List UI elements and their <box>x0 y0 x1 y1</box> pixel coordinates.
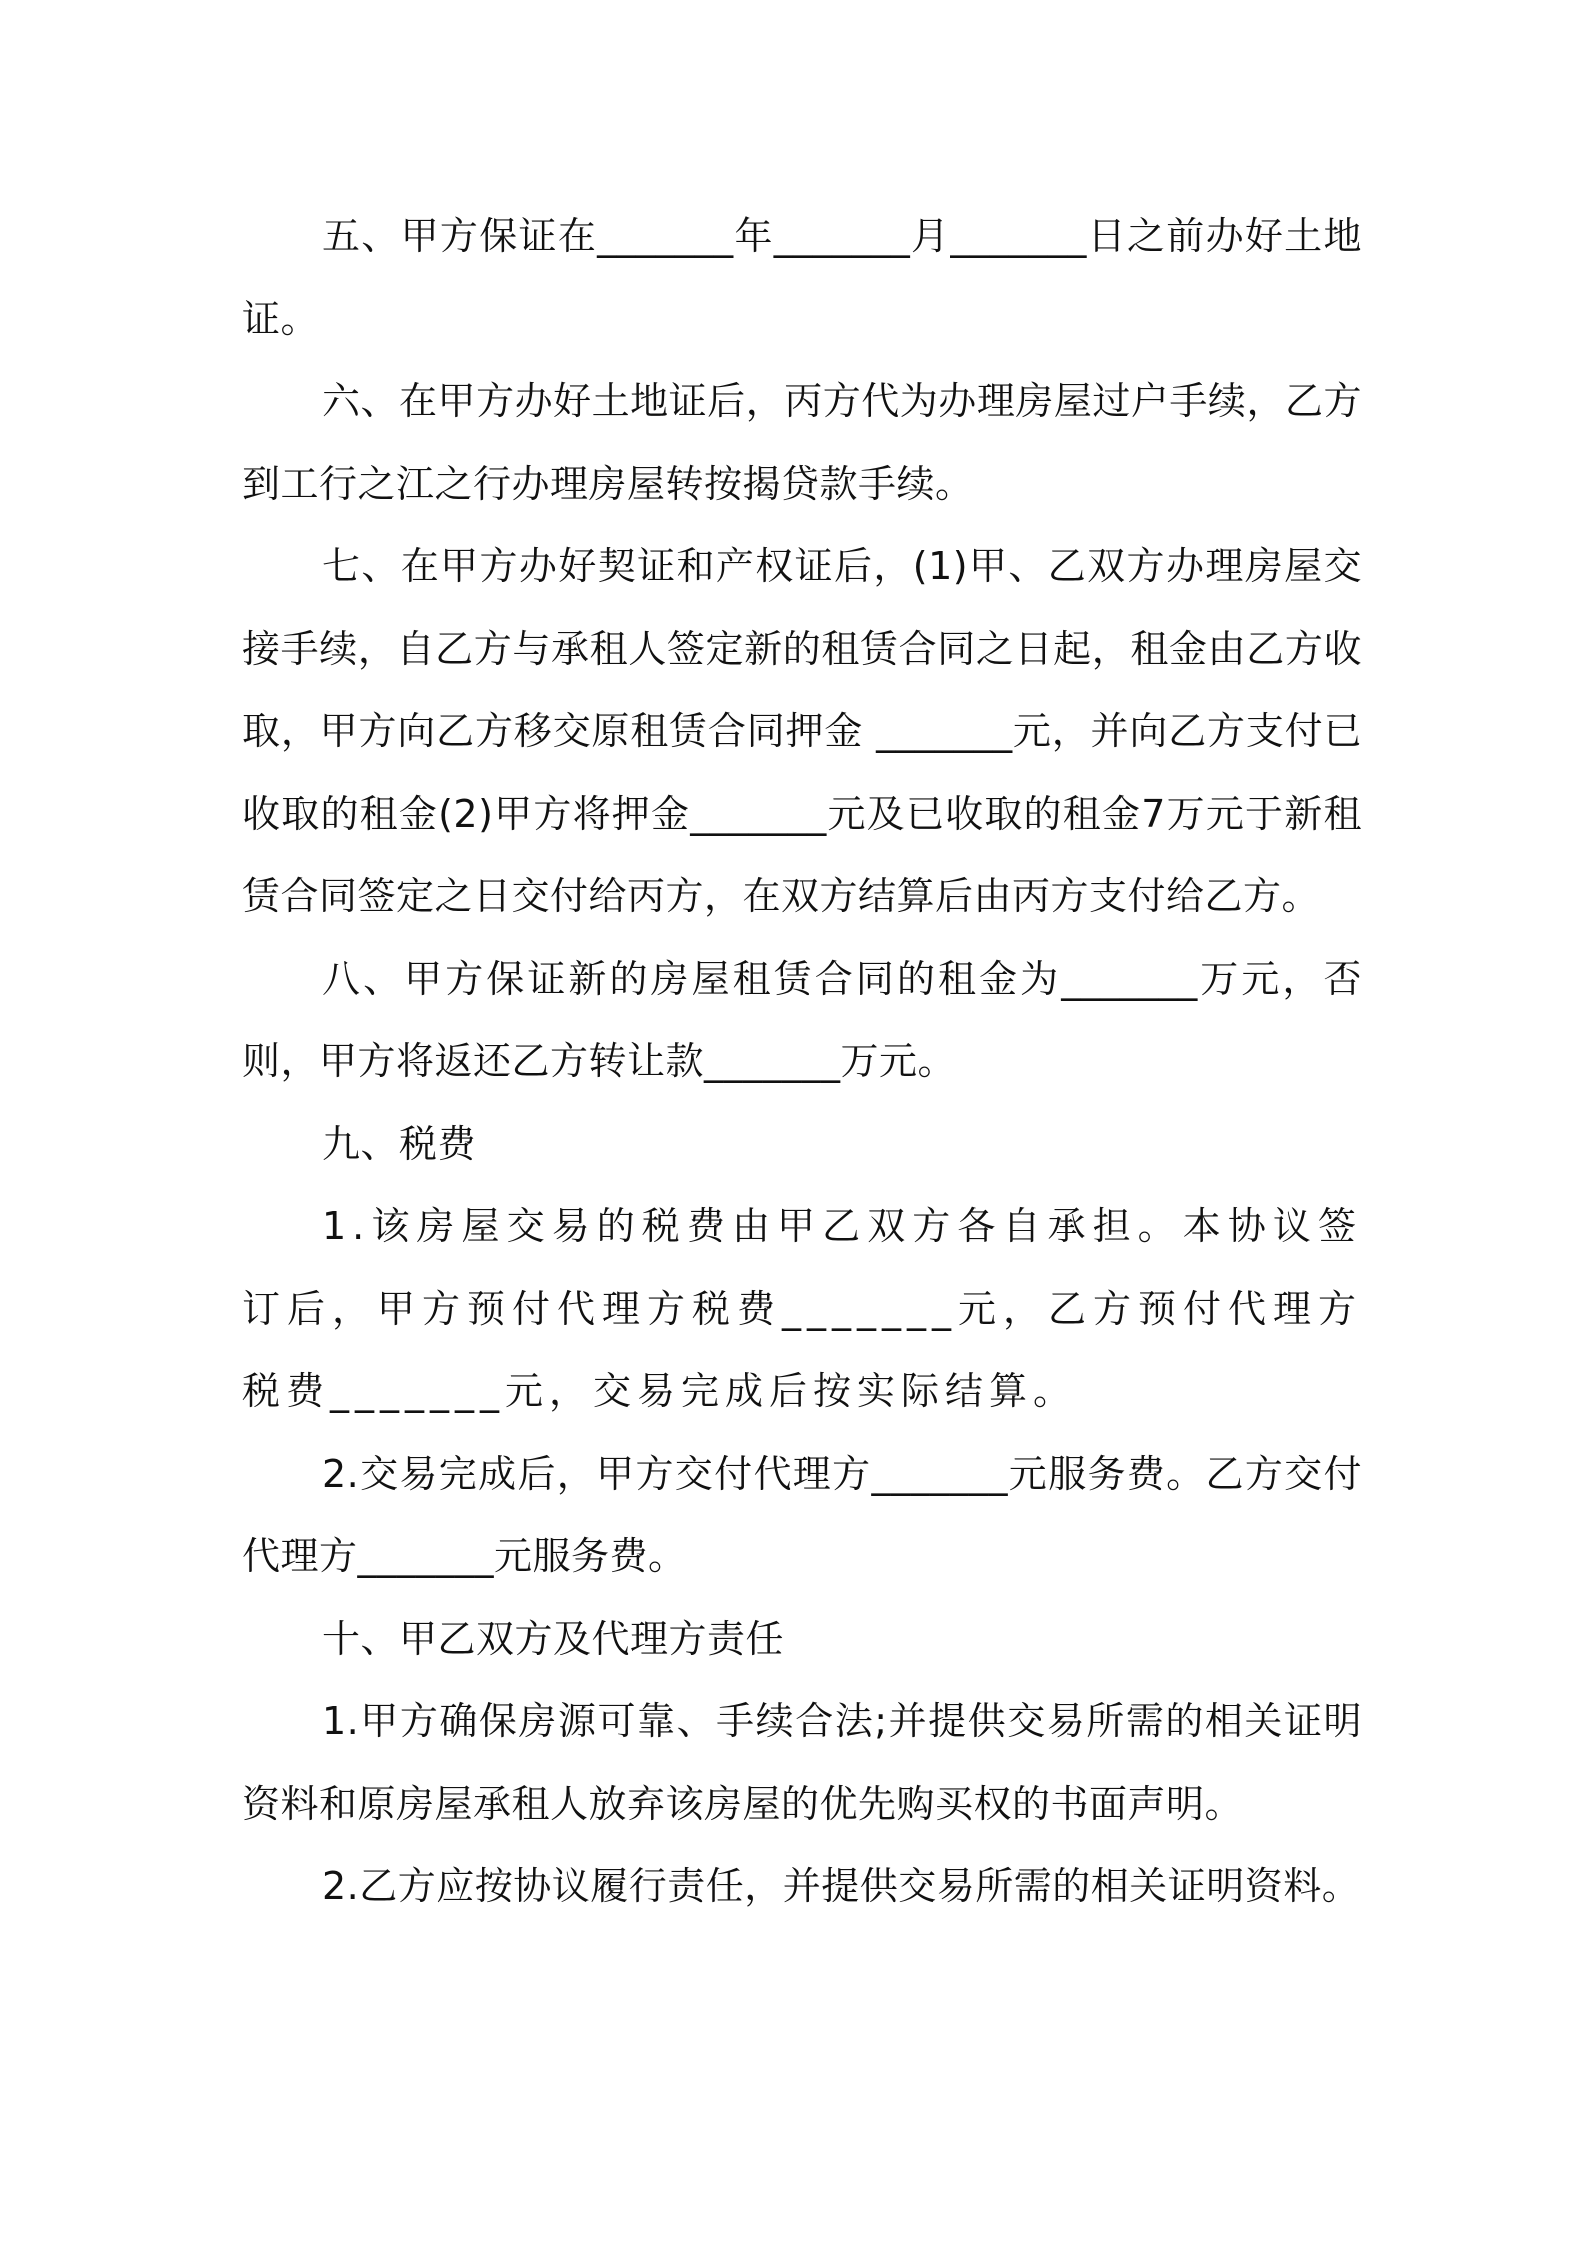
document-body <box>242 195 1362 1928</box>
clause-9-heading: 九、税费 <box>322 1121 477 1166</box>
clause-10-heading: 十、甲乙双方及代理方责任 <box>322 1616 785 1661</box>
clause-10-item-2: 2.乙方应按协议履行责任，并提供交易所需的相关证明资料。 <box>322 1864 1361 1908</box>
clause-8-paragraph: 八、甲方保证新的房屋租赁合同的租金为_______万元，否则，甲方将返还乙方转让款_______万元。 <box>242 956 1362 1083</box>
clause-7-paragraph: 七、在甲方办好契证和产权证后，(1)甲、乙双方办理房屋交接手续，自乙方与承租人签定新的租赁合同之日起，租金由乙方收取，甲方向乙方移交原租赁合同押金 _______元，并向乙方支付已收取的租金(2)甲方将押金_______元及已收取的租金7万元于新租赁合同签定之日交付给丙方，在双方结算后由丙方支付给乙方。 <box>242 544 1362 918</box>
clause-9-item-1: 1.该房屋交易的税费由甲乙双方各自承担。本协议签订后，甲方预付代理方税费_______元，乙方预付代理方税费_______元，交易完成后按实际结算。 <box>242 1204 1362 1413</box>
clause-9-item-2: 2.交易完成后，甲方交付代理方_______元服务费。乙方交付代理方_______元服务费。 <box>242 1451 1362 1578</box>
clause-5-paragraph: 五、甲方保证在_______年_______月_______日之前办好土地证。 <box>242 214 1362 341</box>
clause-6-paragraph: 六、在甲方办好土地证后，丙方代为办理房屋过户手续，乙方到工行之江之行办理房屋转按揭贷款手续。 <box>242 379 1362 506</box>
clause-10-item-1: 1.甲方确保房源可靠、手续合法;并提供交易所需的相关证明资料和原房屋承租人放弃该房屋的优先购买权的书面声明。 <box>242 1699 1362 1826</box>
